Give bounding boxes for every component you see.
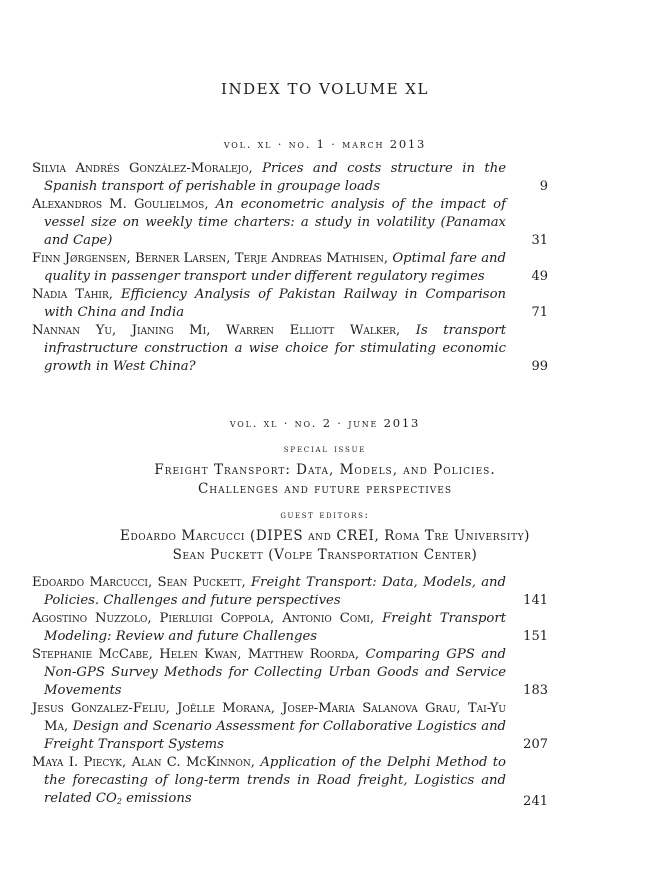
entry-title-text-end: emissions	[121, 791, 192, 806]
index-entry: Alexandros M. Goulielmos, An econometric analysis of the impact of vessel size on weekly time charters: a study in volatility (Panamax and Cape) 31	[32, 197, 548, 248]
entry-title-text: Application of the Delphi Method to the forecasting of long-term trends in Road freight, Logistics and related CO	[44, 755, 506, 806]
entry-authors: Alexandros M. Goulielmos	[32, 197, 205, 212]
entry-page: 71	[531, 305, 548, 320]
special-issue-title-line-2: Challenges and future perspectives	[197, 481, 453, 497]
entry-page: 99	[531, 359, 548, 374]
entry-authors: Silvia Andrés González-Moralejo	[32, 161, 249, 176]
guest-editor-2: Sean Puckett (Volpe Transportation Center)	[172, 547, 478, 563]
guest-editors-label: guest editors:	[280, 509, 370, 521]
entry-title: Efficiency Analysis of Pakistan Railway in Comparison with China and India	[44, 287, 506, 320]
issue-1-heading: vol. xl · no. 1 · march 2013	[223, 137, 427, 151]
index-entry: Agostino Nuzzolo, Pierluigi Coppola, Antonio Comi, Freight Transport Modeling: Review and future Challenges 151	[32, 611, 548, 644]
entry-page: 151	[523, 629, 548, 644]
entry-authors: Jesus Gonzalez-Feliu, Joëlle Morana, Josep-Maria Salanova Grau, Tai-Yu Ma	[32, 701, 506, 734]
entry-page: 141	[523, 593, 548, 608]
index-entry: Nannan Yu, Jianing Mi, Warren Elliott Walker, Is transport infrastructure construction a wise choice for stimulating economic growth in West China? 99	[32, 323, 548, 374]
special-issue-label: special issue	[283, 443, 367, 455]
guest-editor-1: Edoardo Marcucci (DIPES and CREI, Roma Tre University)	[119, 528, 531, 544]
entry-title: An econometric analysis of the impact of vessel size on weekly time charters: a study in volatility (Panamax and Cape)	[44, 197, 506, 248]
entry-title-subscript: 2	[116, 797, 122, 806]
index-entry: Jesus Gonzalez-Feliu, Joëlle Morana, Josep-Maria Salanova Grau, Tai-Yu Ma, Design and Scenario Assessment for Collaborative Logistics and Freight Transport Systems 207	[32, 701, 548, 752]
entry-page: 49	[531, 269, 548, 284]
entry-title: Design and Scenario Assessment for Collaborative Logistics and Freight Transport Systems	[44, 719, 506, 752]
issue-1-entries	[32, 160, 548, 376]
index-entry: Maya I. Piecyk, Alan C. McKinnon, Application of the Delphi Method to the forecasting of long-term trends in Road freight, Logistics and related $CO_2$ emissions 241	[32, 755, 548, 809]
entry-authors: Nadia Tahir	[32, 287, 109, 302]
entry-page: 31	[531, 233, 548, 248]
entry-authors: Agostino Nuzzolo, Pierluigi Coppola, Antonio Comi	[32, 611, 370, 626]
entry-title: Is transport infrastructure construction a wise choice for stimulating economic growth in West China?	[44, 323, 506, 374]
issue-2-heading: vol. xl · no. 2 · june 2013	[229, 416, 421, 430]
entry-title: Optimal fare and quality in passenger transport under different regulatory regimes	[44, 251, 506, 284]
entry-page: 207	[523, 737, 548, 752]
entry-page: 9	[539, 179, 548, 194]
entry-title: Comparing GPS and Non-GPS Survey Methods for Collecting Urban Goods and Service Movements	[44, 647, 506, 698]
entry-authors: Stephanie McCabe, Helen Kwan, Matthew Roorda	[32, 647, 355, 662]
entry-authors: Nannan Yu, Jianing Mi, Warren Elliott Walker	[32, 323, 396, 338]
index-entry: Stephanie McCabe, Helen Kwan, Matthew Roorda, Comparing GPS and Non-GPS Survey Methods for Collecting Urban Goods and Service Movements 183	[32, 647, 548, 698]
entry-authors: Edoardo Marcucci, Sean Puckett	[32, 575, 242, 590]
index-entry: Finn Jørgensen, Berner Larsen, Terje Andreas Mathisen, Optimal fare and quality in passenger transport under different regulatory regimes 49	[32, 251, 548, 284]
entry-title: Prices and costs structure in the Spanish transport of perishable in groupage loads	[44, 161, 507, 194]
index-title: INDEX TO VOLUME XL	[221, 80, 429, 98]
index-entry: Nadia Tahir, Efficiency Analysis of Pakistan Railway in Comparison with China and India 71	[32, 287, 548, 320]
entry-authors: Finn Jørgensen, Berner Larsen, Terje Andreas Mathisen	[32, 251, 384, 266]
index-entry: Silvia Andrés González-Moralejo, Prices and costs structure in the Spanish transport of perishable in groupage loads 9	[32, 161, 548, 194]
entry-page: 183	[523, 683, 548, 698]
issue-2-entries	[32, 574, 548, 811]
entry-title: Freight Transport Modeling: Review and future Challenges	[44, 611, 506, 644]
entry-page: 241	[523, 794, 548, 809]
entry-title: Freight Transport: Data, Models, and Policies. Challenges and future perspectives	[44, 575, 506, 608]
special-issue-title-line-1: Freight Transport: Data, Models, and Policies.	[154, 462, 496, 478]
index-entry: Edoardo Marcucci, Sean Puckett, Freight Transport: Data, Models, and Policies. Challenges and future perspectives 141	[32, 575, 548, 608]
entry-authors: Maya I. Piecyk, Alan C. McKinnon	[32, 755, 251, 770]
